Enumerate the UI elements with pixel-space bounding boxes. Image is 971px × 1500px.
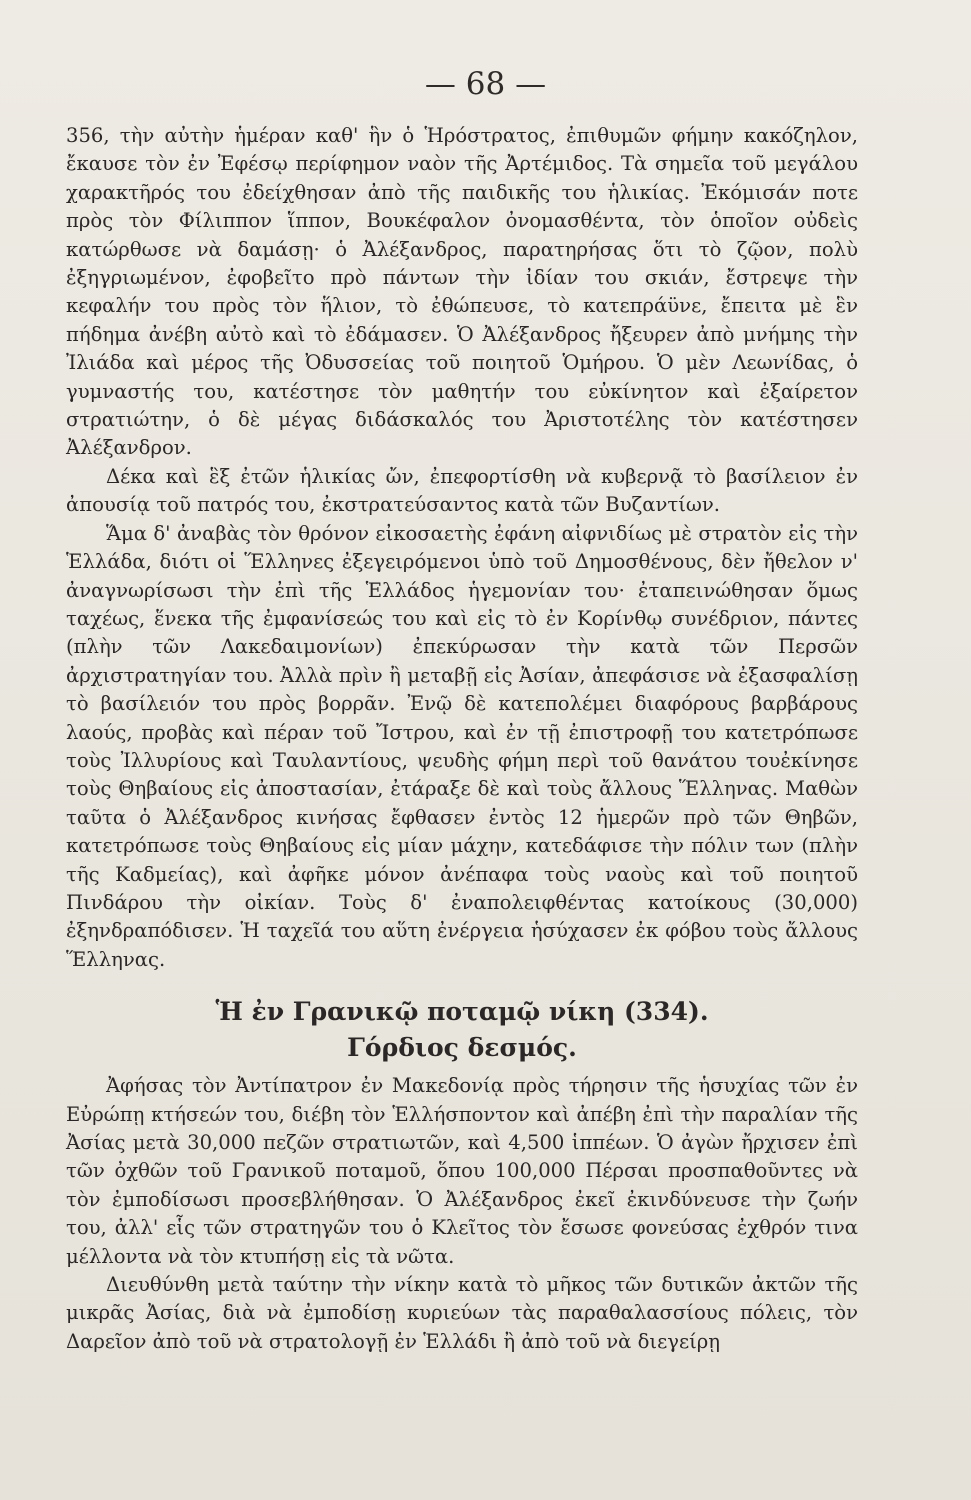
section-heading: Ἡ ἐν Γρανικῷ ποταμῷ νίκη (334). (215, 997, 709, 1027)
section-subheading: Γόρδιος δεσμός. (347, 1033, 577, 1063)
body-text (66, 122, 858, 1356)
page-number: — 68 — (424, 66, 547, 102)
paragraph: Διευθύνθη μετὰ ταύτην τὴν νίκην κατὰ τὸ μῆκος τῶν δυτικῶν ἀκτῶν τῆς μικρᾶς Ἀσίας, διὰ νὰ ἐμποδίσῃ κυριεύων τὰς παραθαλασσίους πόλεις, τὸν Δαρεῖον ἀπὸ τοῦ νὰ στρατολογῇ ἐν Ἑλλάδι ἢ ἀπὸ τοῦ νὰ διεγείρῃ (66, 1273, 858, 1353)
paragraph: Ἅμα δ' ἀναβὰς τὸν θρόνον εἰκοσαετὴς ἐφάνη αἰφνιδίως μὲ στρατὸν εἰς τὴν Ἑλλάδα, διότι οἱ Ἕλληνες ἐξεγειρόμενοι ὑπὸ τοῦ Δημοσθένους, δὲν ἤθελον ν' ἀναγνωρίσωσι τὴν ἐπὶ τῆς Ἑλλάδος ἡγεμονίαν του· ἐταπεινώθησαν ὅμως ταχέως, ἕνεκα τῆς ἐμφανίσεώς του καὶ εἰς τὸ ἐν Κορίνθῳ συνέδριον, πάντες (πλὴν τῶν Λακεδαιμονίων) ἐπεκύρωσαν τὴν κατὰ τῶν Περσῶν ἀρχιστρατηγίαν του. Ἀλλὰ πρὶν ἢ μεταβῇ εἰς Ἀσίαν, ἀπεφάσισε νὰ ἐξασφαλίσῃ τὸ βασίλειόν του πρὸς βορρᾶν. Ἐνῷ δὲ κατεπολέμει διαφόρους βαρβάρους λαούς, προβὰς καὶ πέραν τοῦ Ἴστρου, καὶ ἐν τῇ ἐπιστροφῇ του κατετρόπωσε τοὺς Ἰλλυρίους καὶ Ταυλαντίους, ψευδὴς φήμη περὶ τοῦ θανάτου τουἐκίνησε τοὺς Θηβαίους εἰς ἀποστασίαν, ἐτάραξε δὲ καὶ τοὺς ἄλλους Ἕλληνας. Μαθὼν ταῦτα ὁ Ἀλέξανδρος κινήσας ἔφθασεν ἐντὸς 12 ἡμερῶν πρὸ τῶν Θηβῶν, κατετρόπωσε τοὺς Θηβαίους εἰς μίαν μάχην, κατεδάφισε τὴν πόλιν των (πλὴν τῆς Καδμείας), καὶ ἀφῆκε μόνον ἀνέπαφα τοὺς ναοὺς καὶ τοῦ ποιητοῦ Πινδάρου τὴν οἰκίαν. Τοὺς δ' ἐναπολειφθέντας κατοίκους (30,000) ἐξηνδραπόδισεν. Ἡ ταχεῖά του αὕτη ἐνέργεια ἡσύχασεν ἐκ φόβου τοὺς ἄλλους Ἕλληνας. (66, 521, 858, 971)
paragraph: Ἀφήσας τὸν Ἀντίπατρον ἐν Μακεδονίᾳ πρὸς τήρησιν τῆς ἡσυχίας τῶν ἐν Εὐρώπῃ κτήσεών του, διέβη τὸν Ἑλλήσποντον καὶ ἀπέβη ἐπὶ τὴν παραλίαν τῆς Ἀσίας μετὰ 30,000 πεζῶν στρατιωτῶν, καὶ 4,500 ἱππέων. Ὁ ἀγὼν ἤρχισεν ἐπὶ τῶν ὀχθῶν τοῦ Γρανικοῦ ποταμοῦ, ὅπου 100,000 Πέρσαι προσπαθοῦντες νὰ τὸν ἐμποδίσωσι προσεβλήθησαν. Ὁ Ἀλέξανδρος ἐκεῖ ἐκινδύνευσε τὴν ζωήν του, ἀλλ' εἷς τῶν στρατηγῶν του ὁ Κλεῖτος τὸν ἔσωσε φονεύσας ἐχθρόν τινα μέλλοντα νὰ τὸν κτυπήσῃ εἰς τὰ νῶτα. (66, 1074, 858, 1268)
paragraph: 356, τὴν αὐτὴν ἡμέραν καθ' ἣν ὁ Ἡρόστρατος, ἐπιθυμῶν φήμην κακόζηλον, ἔκαυσε τὸν ἐν Ἐφέσῳ περίφημον ναὸν τῆς Ἀρτέμιδος. Τὰ σημεῖα τοῦ μεγάλου χαρακτῆρός του ἐδείχθησαν ἀπὸ τῆς παιδικῆς του ἡλικίας. Ἐκόμισάν ποτε πρὸς τὸν Φίλιππον ἵππον, Βουκέφαλον ὀνομασθέντα, τὸν ὁποῖον οὐδεὶς κατώρθωσε νὰ δαμάσῃ· ὁ Ἀλέξανδρος, παρατηρήσας ὅτι τὸ ζῷον, πολὺ ἐξηγριωμένον, ἐφοβεῖτο πρὸ πάντων τὴν ἰδίαν του σκιάν, ἔστρεψε τὴν κεφαλήν του πρὸς τὸν ἥλιον, τὸ ἐθώπευσε, τὸ κατεπράϋνε, ἔπειτα μὲ ἓν πήδημα ἀνέβη αὐτὸ καὶ τὸ ἐδάμασεν. Ὁ Ἀλέξανδρος ἤξευρεν ἀπὸ μνήμης τὴν Ἰλιάδα καὶ μέρος τῆς Ὀδυσσείας τοῦ ποιητοῦ Ὁμήρου. Ὁ μὲν Λεωνίδας, ὁ γυμναστής του, κατέστησε τὸν μαθητήν του εὐκίνητον καὶ ἐξαίρετον στρατιώτην, ὁ δὲ μέγας διδάσκαλός του Ἀριστοτέλης τὸν κατέστησεν Ἀλέξανδρον. (66, 124, 858, 460)
paragraph: Δέκα καὶ ἓξ ἐτῶν ἡλικίας ὤν, ἐπεφορτίσθη νὰ κυβερνᾷ τὸ βασίλειον ἐν ἀπουσίᾳ τοῦ πατρός του, ἐκστρατεύσαντος κατὰ τῶν Βυζαντίων. (66, 464, 858, 517)
